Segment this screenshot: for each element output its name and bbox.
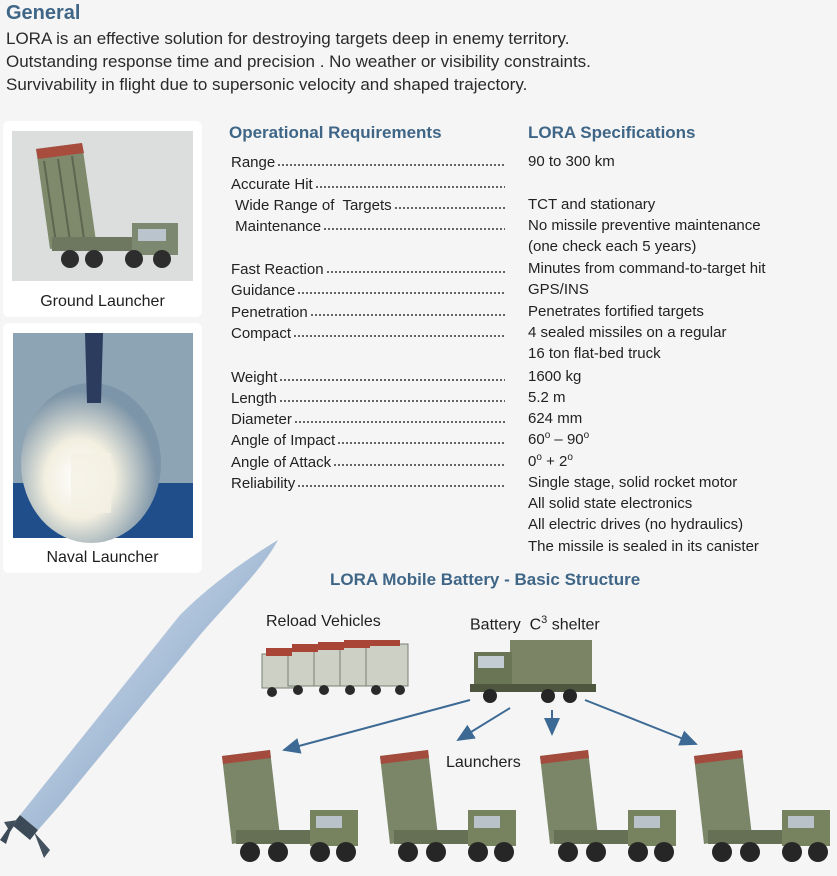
req-guidance: Guidance bbox=[231, 278, 505, 299]
req-length: Length bbox=[231, 386, 505, 407]
spec-angle-impact: 60$^o$ – 90$^o$ bbox=[528, 430, 590, 448]
spec-range: 90 to 300 km bbox=[528, 153, 615, 170]
general-line-3: Survivability in flight due to supersonic velocity and shaped trajectory. bbox=[6, 75, 528, 94]
req-range: Range bbox=[231, 150, 505, 171]
spec-maintenance-note: (one check each 5 years) bbox=[528, 238, 697, 255]
launchers-label: Launchers bbox=[446, 754, 521, 771]
req-weight: Weight bbox=[231, 365, 505, 386]
general-line-1: LORA is an effective solution for destroying targets deep in enemy territory. bbox=[6, 29, 570, 48]
req-wide-range: Wide Range of Targets bbox=[231, 193, 505, 214]
spec-reliability-3: All electric drives (no hydraulics) bbox=[528, 516, 744, 533]
spec-weight: 1600 kg bbox=[528, 368, 582, 385]
battery-shelter-label: Battery $C^3$ shelter bbox=[470, 614, 600, 634]
general-line-2: Outstanding response time and precision . No weather or visibility constraints. bbox=[6, 52, 591, 71]
req-penetration: Penetration bbox=[231, 300, 505, 321]
req-diameter: Diameter bbox=[231, 407, 505, 428]
req-compact: Compact bbox=[231, 321, 505, 342]
reload-vehicles-label: Reload Vehicles bbox=[266, 613, 381, 630]
general-title: General bbox=[6, 2, 81, 24]
spec-length: 5.2 m bbox=[528, 389, 566, 406]
spec-compact-2: 16 ton flat-bed truck bbox=[528, 345, 661, 362]
req-reliability: Reliability bbox=[231, 471, 505, 492]
spec-angle-attack: $0^o + 2^o$ bbox=[528, 452, 573, 470]
req-angle-attack: Angle of Attack bbox=[231, 450, 505, 471]
spec-diameter: 624 mm bbox=[528, 410, 583, 427]
ground-launcher-caption: Ground Launcher bbox=[40, 293, 165, 310]
requirements-header: Operational Requirements bbox=[229, 123, 442, 142]
naval-launcher-caption: Naval Launcher bbox=[46, 549, 159, 566]
spec-targets: TCT and stationary bbox=[528, 196, 656, 213]
battery-title: LORA Mobile Battery - Basic Structure bbox=[330, 570, 641, 589]
spec-guidance: GPS/INS bbox=[528, 281, 589, 298]
spec-maintenance: No missile preventive maintenance bbox=[528, 217, 761, 234]
spec-compact-1: 4 sealed missiles on a regular bbox=[528, 324, 727, 341]
spec-reliability-2: All solid state electronics bbox=[528, 495, 693, 512]
req-angle-impact: Angle of Impact bbox=[231, 428, 505, 449]
launcher-1 bbox=[218, 748, 364, 866]
launcher-4 bbox=[690, 748, 836, 866]
spec-reliability-1: Single stage, solid rocket motor bbox=[528, 474, 738, 491]
spec-penetration: Penetrates fortified targets bbox=[528, 303, 704, 320]
launcher-2 bbox=[376, 748, 522, 866]
req-accurate-hit: Accurate Hit bbox=[231, 172, 505, 193]
specifications-header: LORA Specifications bbox=[528, 123, 696, 142]
req-fast-reaction: Fast Reaction bbox=[231, 257, 505, 278]
spec-fast-reaction: Minutes from command-to-target hit bbox=[528, 260, 766, 277]
launcher-3 bbox=[536, 748, 682, 866]
req-maintenance: Maintenance bbox=[231, 214, 505, 235]
spec-reliability-4: The missile is sealed in its canister bbox=[528, 538, 759, 555]
